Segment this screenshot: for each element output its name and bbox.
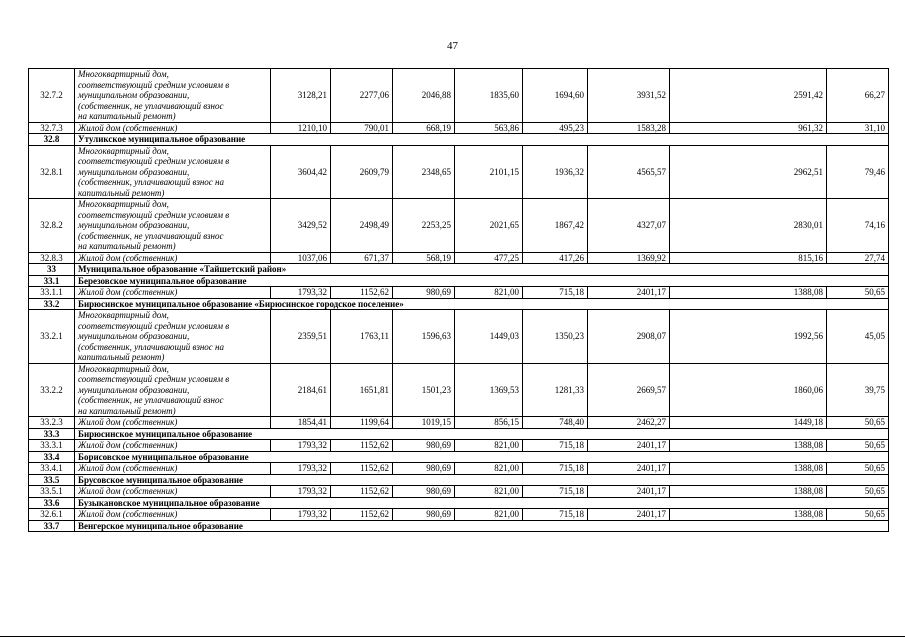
description-line: капитальный ремонт)	[78, 352, 165, 362]
table-row	[29, 440, 889, 452]
description-line: на капитальный ремонт)	[78, 241, 176, 251]
value-cell: 1651,81	[331, 363, 393, 417]
value-cell: 668,19	[393, 122, 455, 134]
value-cell: 1152,62	[331, 509, 393, 521]
row-description	[75, 310, 271, 364]
section-row	[29, 264, 889, 276]
value-cell: 4327,07	[588, 199, 670, 253]
value-cell: 568,19	[393, 252, 455, 264]
value-cell: 980,69	[393, 486, 455, 498]
section-row	[29, 474, 889, 486]
value-cell: 2401,17	[588, 287, 670, 299]
value-cell: 1350,23	[523, 310, 588, 364]
section-code: 33.1	[29, 275, 75, 287]
value-cell: 1152,62	[331, 486, 393, 498]
value-cell: 1388,08	[670, 463, 827, 475]
row-description	[75, 199, 271, 253]
value-cell: 563,86	[455, 122, 523, 134]
section-row	[29, 428, 889, 440]
row-code: 33.2.2	[29, 363, 75, 417]
value-cell: 1152,62	[331, 287, 393, 299]
value-cell: 1793,32	[271, 463, 331, 475]
value-cell: 821,00	[455, 287, 523, 299]
description-line: Жилой дом (собственник)	[78, 417, 178, 427]
description-line: Жилой дом (собственник)	[78, 509, 178, 519]
row-code: 33.4.1	[29, 463, 75, 475]
value-cell: 3931,52	[588, 69, 670, 123]
value-cell: 1694,60	[523, 69, 588, 123]
value-cell: 1992,56	[670, 310, 827, 364]
section-title: Бирюсинское муниципальное образование «Бирюсинское городское поселение»	[75, 298, 889, 310]
row-description	[75, 287, 271, 299]
value-cell: 2359,51	[271, 310, 331, 364]
row-code: 33.3.1	[29, 440, 75, 452]
row-code: 32.8.2	[29, 199, 75, 253]
section-title: Муниципальное образование «Тайшетский район»	[75, 264, 889, 276]
value-cell: 2830,01	[670, 199, 827, 253]
value-cell: 2401,17	[588, 440, 670, 452]
value-cell: 39,75	[827, 363, 889, 417]
description-line: Жилой дом (собственник)	[78, 252, 178, 263]
value-cell: 671,37	[331, 252, 393, 264]
value-cell: 477,25	[455, 252, 523, 264]
description-line: муниципальном образовании,	[78, 90, 190, 100]
value-cell: 2348,65	[393, 145, 455, 199]
value-cell: 2962,51	[670, 145, 827, 199]
value-cell: 1369,92	[588, 252, 670, 264]
tariff-table	[28, 68, 889, 532]
value-cell: 1388,08	[670, 287, 827, 299]
value-cell: 980,69	[393, 463, 455, 475]
value-cell: 495,23	[523, 122, 588, 134]
value-cell: 1860,06	[670, 363, 827, 417]
table-row	[29, 486, 889, 498]
section-code: 33.6	[29, 497, 75, 509]
value-cell: 1152,62	[331, 463, 393, 475]
value-cell: 50,65	[827, 287, 889, 299]
section-code: 33.2	[29, 298, 75, 310]
value-cell: 2591,42	[670, 69, 827, 123]
description-line: муниципальном образовании,	[78, 220, 190, 230]
value-cell: 50,65	[827, 463, 889, 475]
section-title: Бузыкановское муниципальное образование	[75, 497, 889, 509]
value-cell: 31,10	[827, 122, 889, 134]
value-cell: 2401,17	[588, 509, 670, 521]
value-cell: 821,00	[455, 463, 523, 475]
row-code: 33.1.1	[29, 287, 75, 299]
description-line: (собственник, не уплачивающий взнос	[78, 100, 224, 111]
section-title: Борисовское муниципальное образование	[75, 451, 889, 463]
table-row	[29, 69, 889, 123]
description-line: соответствующий средним условиям в	[78, 209, 230, 220]
description-line: на капитальный ремонт)	[78, 111, 176, 121]
value-cell: 2401,17	[588, 463, 670, 475]
value-cell: 1019,15	[393, 417, 455, 429]
description-line: соответствующий средним условиям в	[78, 156, 230, 166]
value-cell: 980,69	[393, 509, 455, 521]
row-code: 33.2.1	[29, 310, 75, 364]
section-title: Венгерское муниципальное образование	[75, 520, 889, 532]
value-cell: 1388,08	[670, 486, 827, 498]
value-cell: 27,74	[827, 252, 889, 264]
table-row	[29, 463, 889, 475]
value-cell: 1449,03	[455, 310, 523, 364]
description-line: Жилой дом (собственник)	[78, 287, 178, 297]
table-row	[29, 145, 889, 199]
description-line: муниципальном образовании,	[78, 331, 190, 341]
value-cell: 66,27	[827, 69, 889, 123]
description-line: Многоквартирный дом,	[78, 145, 169, 156]
value-cell: 1793,32	[271, 486, 331, 498]
description-line: Жилой дом (собственник)	[78, 486, 178, 496]
row-description	[75, 363, 271, 417]
value-cell: 1501,23	[393, 363, 455, 417]
value-cell: 2101,15	[455, 145, 523, 199]
value-cell: 79,46	[827, 145, 889, 199]
value-cell: 1388,08	[670, 509, 827, 521]
value-cell: 2908,07	[588, 310, 670, 364]
description-line: муниципальном образовании,	[78, 384, 190, 395]
value-cell: 45,05	[827, 310, 889, 364]
value-cell: 2401,17	[588, 486, 670, 498]
table-row	[29, 199, 889, 253]
value-cell: 50,65	[827, 417, 889, 429]
value-cell: 1835,60	[455, 69, 523, 123]
description-line: соответствующий средним условиям в	[78, 320, 230, 331]
description-line: Жилой дом (собственник)	[78, 463, 178, 473]
value-cell: 1793,32	[271, 509, 331, 521]
value-cell: 715,18	[523, 463, 588, 475]
section-title: Бирюсинское муниципальное образование	[75, 428, 889, 440]
value-cell: 1936,32	[523, 145, 588, 199]
description-line: на капитальный ремонт)	[78, 405, 176, 416]
value-cell: 1199,64	[331, 417, 393, 429]
description-line: муниципальном образовании,	[78, 166, 190, 177]
value-cell: 821,00	[455, 486, 523, 498]
value-cell: 815,16	[670, 252, 827, 264]
row-code: 32.8.3	[29, 252, 75, 264]
description-line: (собственник, не уплачивающий взнос	[78, 230, 224, 241]
value-cell: 715,18	[523, 287, 588, 299]
table-row	[29, 287, 889, 299]
value-cell: 980,69	[393, 287, 455, 299]
value-cell: 1281,33	[523, 363, 588, 417]
value-cell: 2669,57	[588, 363, 670, 417]
description-line: Многоквартирный дом,	[78, 363, 169, 374]
value-cell: 4565,57	[588, 145, 670, 199]
description-line: соответствующий средним условиям в	[78, 79, 230, 90]
description-line: Многоквартирный дом,	[78, 310, 169, 320]
row-code: 33.2.3	[29, 417, 75, 429]
section-title: Утуликское муниципальное образование	[75, 134, 889, 146]
value-cell: 790,01	[331, 122, 393, 134]
section-row	[29, 520, 889, 532]
description-line: (собственник, не уплачивающий взнос	[78, 395, 224, 405]
description-line: Жилой дом (собственник)	[78, 122, 178, 133]
value-cell: 2021,65	[455, 199, 523, 253]
description-line: Многоквартирный дом,	[78, 199, 169, 209]
row-description	[75, 122, 271, 134]
section-title: Березовское муниципальное образование	[75, 275, 889, 287]
section-row	[29, 497, 889, 509]
table-row	[29, 252, 889, 264]
value-cell: 1210,10	[271, 122, 331, 134]
value-cell: 1793,32	[271, 287, 331, 299]
table-row	[29, 417, 889, 429]
section-code: 33.4	[29, 451, 75, 463]
value-cell: 50,65	[827, 509, 889, 521]
row-description	[75, 417, 271, 429]
table-row	[29, 122, 889, 134]
row-description	[75, 463, 271, 475]
value-cell: 2184,61	[271, 363, 331, 417]
value-cell: 856,15	[455, 417, 523, 429]
description-line: Многоквартирный дом,	[78, 69, 169, 79]
row-code: 32.7.3	[29, 122, 75, 134]
value-cell: 2253,25	[393, 199, 455, 253]
value-cell: 1596,63	[393, 310, 455, 364]
page-number: 47	[447, 40, 458, 52]
value-cell: 3128,21	[271, 69, 331, 123]
row-description	[75, 509, 271, 521]
value-cell: 2498,49	[331, 199, 393, 253]
value-cell: 2609,79	[331, 145, 393, 199]
bottom-rule	[0, 636, 905, 637]
value-cell: 961,32	[670, 122, 827, 134]
value-cell: 1583,28	[588, 122, 670, 134]
row-code: 32.6.1	[29, 509, 75, 521]
row-description	[75, 69, 271, 123]
value-cell: 1867,42	[523, 199, 588, 253]
section-row	[29, 298, 889, 310]
value-cell: 821,00	[455, 440, 523, 452]
section-code: 33.7	[29, 520, 75, 532]
section-code: 33.5	[29, 474, 75, 486]
value-cell: 715,18	[523, 486, 588, 498]
row-description	[75, 486, 271, 498]
value-cell: 1388,08	[670, 440, 827, 452]
description-line: (собственник, уплачивающий взнос на	[78, 177, 225, 187]
value-cell: 2462,27	[588, 417, 670, 429]
value-cell: 1449,18	[670, 417, 827, 429]
section-code: 33	[29, 264, 75, 276]
table-row	[29, 310, 889, 364]
value-cell: 50,65	[827, 486, 889, 498]
table-row	[29, 363, 889, 417]
value-cell: 2277,06	[331, 69, 393, 123]
value-cell: 50,65	[827, 440, 889, 452]
row-description	[75, 145, 271, 199]
section-title: Брусовское муниципальное образование	[75, 474, 889, 486]
value-cell: 1763,11	[331, 310, 393, 364]
description-line: соответствующий средним условиям в	[78, 374, 230, 384]
section-row	[29, 134, 889, 146]
row-description	[75, 252, 271, 264]
row-code: 32.8.1	[29, 145, 75, 199]
row-code: 32.7.2	[29, 69, 75, 123]
value-cell: 1793,32	[271, 440, 331, 452]
value-cell: 3429,52	[271, 199, 331, 253]
value-cell: 1152,62	[331, 440, 393, 452]
value-cell: 1854,41	[271, 417, 331, 429]
value-cell: 2046,88	[393, 69, 455, 123]
table-row	[29, 509, 889, 521]
value-cell: 715,18	[523, 440, 588, 452]
value-cell: 821,00	[455, 509, 523, 521]
value-cell: 1369,53	[455, 363, 523, 417]
value-cell: 417,26	[523, 252, 588, 264]
value-cell: 74,16	[827, 199, 889, 253]
section-row	[29, 451, 889, 463]
value-cell: 748,40	[523, 417, 588, 429]
description-line: (собственник, уплачивающий взнос на	[78, 341, 225, 352]
value-cell: 980,69	[393, 440, 455, 452]
description-line: капитальный ремонт)	[78, 187, 165, 198]
row-description	[75, 440, 271, 452]
row-code: 33.5.1	[29, 486, 75, 498]
section-code: 32.8	[29, 134, 75, 146]
table-body	[29, 69, 889, 532]
section-code: 33.3	[29, 428, 75, 440]
description-line: Жилой дом (собственник)	[78, 440, 178, 450]
value-cell: 1037,06	[271, 252, 331, 264]
section-row	[29, 275, 889, 287]
value-cell: 3604,42	[271, 145, 331, 199]
value-cell: 715,18	[523, 509, 588, 521]
